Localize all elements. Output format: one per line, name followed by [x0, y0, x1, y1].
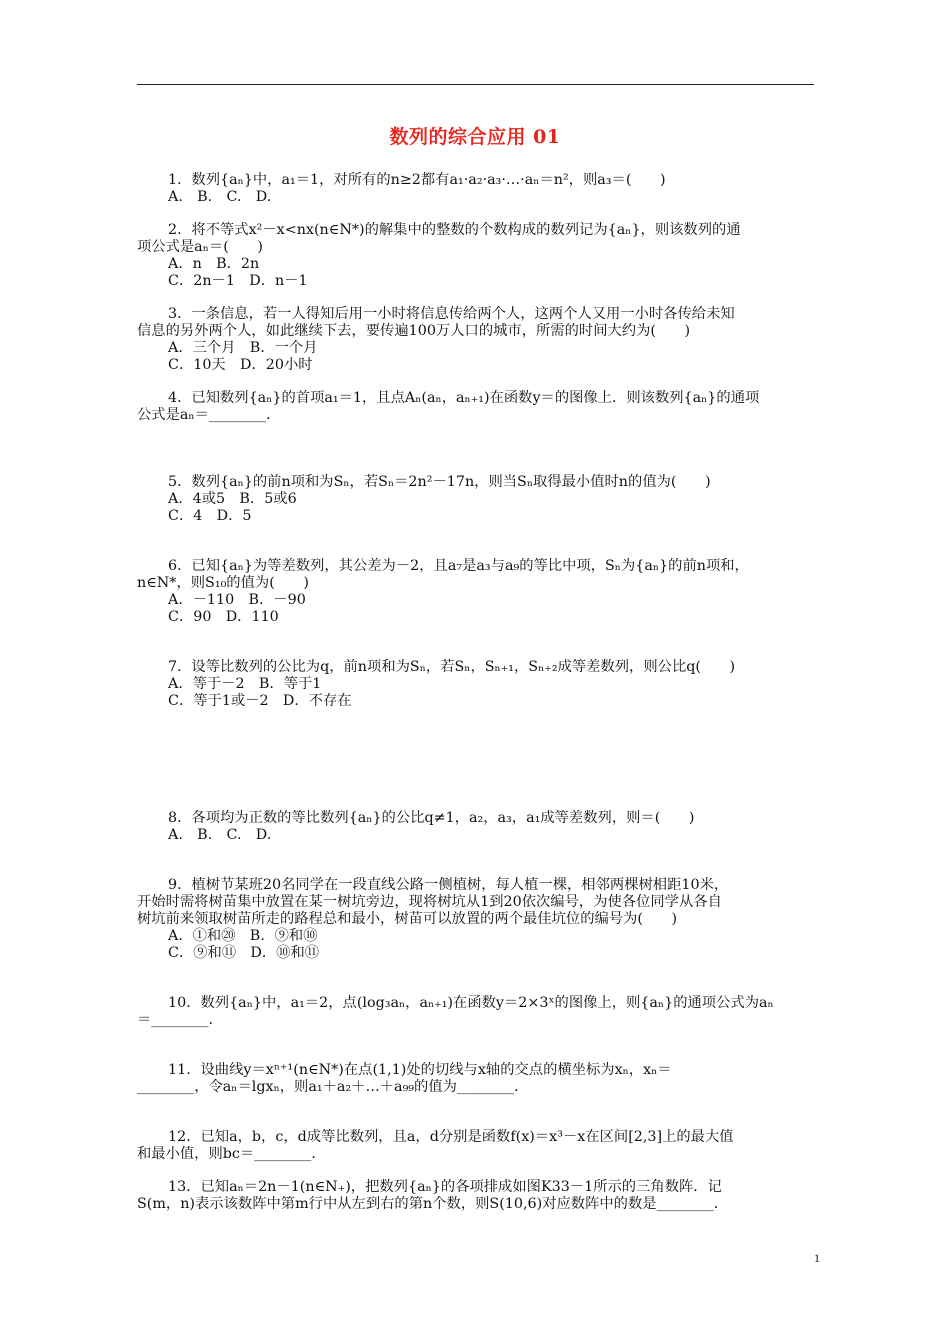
text-line: 12．已知a，b，c，d成等比数列，且a，d分别是函数f(x)＝x³－x在区间[2,3]上的最大值: [168, 1129, 734, 1145]
text-line: 6．已知{aₙ}为等差数列，其公差为－2，且a₇是a₃与a₉的等比中项，Sₙ为{aₙ}的前n项和，: [168, 558, 749, 574]
text-line: 公式是aₙ＝________．: [137, 407, 281, 423]
text-line: S(m，n)表示该数阵中第m行中从左到右的第n个数，则S(10,6)对应数阵中的数是________．: [137, 1196, 729, 1212]
text-line: C．2n－1 D．n－1: [168, 273, 308, 289]
page-number: 1: [814, 1251, 820, 1265]
text-line: 和最小值，则bc＝________．: [137, 1146, 326, 1162]
text-line: 4．已知数列{aₙ}的首项a₁＝1，且点Aₙ(aₙ，aₙ₊₁)在函数y＝的图像上．则该数列{aₙ}的通项: [168, 390, 760, 406]
text-line: 开始时需将树苗集中放置在某一树坑旁边，现将树坑从1到20依次编号，为使各位同学从各自: [137, 894, 722, 910]
text-line: 树坑前来领取树苗所走的路程总和最小，树苗可以放置的两个最佳坑位的编号为( ): [137, 911, 678, 927]
text-line: 10．数列{aₙ}中，a₁＝2，点(log₃aₙ，aₙ₊₁)在函数y＝2×3ˣ的图像上，则{aₙ}的通项公式为aₙ: [168, 995, 774, 1011]
text-line: 项公式是aₙ＝( ): [137, 239, 263, 255]
header-rule: [137, 84, 814, 85]
text-line: 7．设等比数列的公比为q，前n项和为Sₙ，若Sₙ，Sₙ₊₁，Sₙ₊₂成等差数列，则公比q( ): [168, 659, 736, 675]
text-line: 8．各项均为正数的等比数列{aₙ}的公比q≠1，a₂，a₃，a₁成等差数列，则＝( ): [168, 810, 695, 826]
text-line: ＝________．: [137, 1012, 223, 1028]
text-line: 2．将不等式x²－x<nx(n∈N*)的解集中的整数的个数构成的数列记为{aₙ}，则该数列的通: [168, 222, 741, 238]
text-line: 9．植树节某班20名同学在一段直线公路一侧植树，每人植一棵，相邻两棵树相距10米，: [168, 877, 729, 893]
text-line: A．等于－2 B．等于1: [168, 676, 322, 692]
text-line: C．⑨和⑪ D．⑩和⑪: [168, 945, 320, 961]
text-line: A. B. C. D.: [168, 189, 272, 205]
text-line: C．10天 D．20小时: [168, 357, 313, 373]
text-line: A．①和⑳ B．⑨和⑩: [168, 928, 318, 944]
text-line: A．4或5 B．5或6: [168, 491, 297, 507]
text-line: A．－110 B．－90: [168, 592, 306, 608]
text-line: A．三个月 B．一个月: [168, 340, 318, 356]
text-line: C．90 D．110: [168, 609, 279, 625]
text-line: C．等于1或－2 D．不存在: [168, 693, 352, 709]
text-line: A. B. C. D.: [168, 827, 272, 843]
text-line: 信息的另外两个人，如此继续下去，要传遍100万人口的城市，所需的时间大约为( ): [137, 323, 691, 339]
text-line: A．n B．2n: [168, 256, 260, 272]
text-line: C．4 D．5: [168, 508, 252, 524]
text-line: 3．一条信息，若一人得知后用一小时将信息传给两个人，这两个人又用一小时各传给未知: [168, 306, 735, 322]
text-line: ________，令aₙ＝lgxₙ，则a₁＋a₂＋…＋a₉₉的值为________．: [137, 1079, 529, 1095]
text-line: 1．数列{aₙ}中，a₁＝1，对所有的n≥2都有a₁·a₂·a₃·…·aₙ＝n²，则a₃＝( ): [168, 172, 666, 188]
text-line: 11．设曲线y＝xⁿ⁺¹(n∈N*)在点(1,1)处的切线与x轴的交点的横坐标为xₙ，xₙ＝: [168, 1062, 672, 1078]
text-line: 13．已知aₙ＝2n－1(n∈N₊)，把数列{aₙ}的各项排成如图K33－1所示的三角数阵．记: [168, 1179, 722, 1195]
text-line: n∈N*，则S₁₀的值为( ): [137, 575, 309, 591]
text-line: 5．数列{aₙ}的前n项和为Sₙ，若Sₙ＝2n²－17n，则当Sₙ取得最小值时n的值为( ): [168, 474, 711, 490]
page-title: 数列的综合应用 01: [389, 126, 561, 148]
